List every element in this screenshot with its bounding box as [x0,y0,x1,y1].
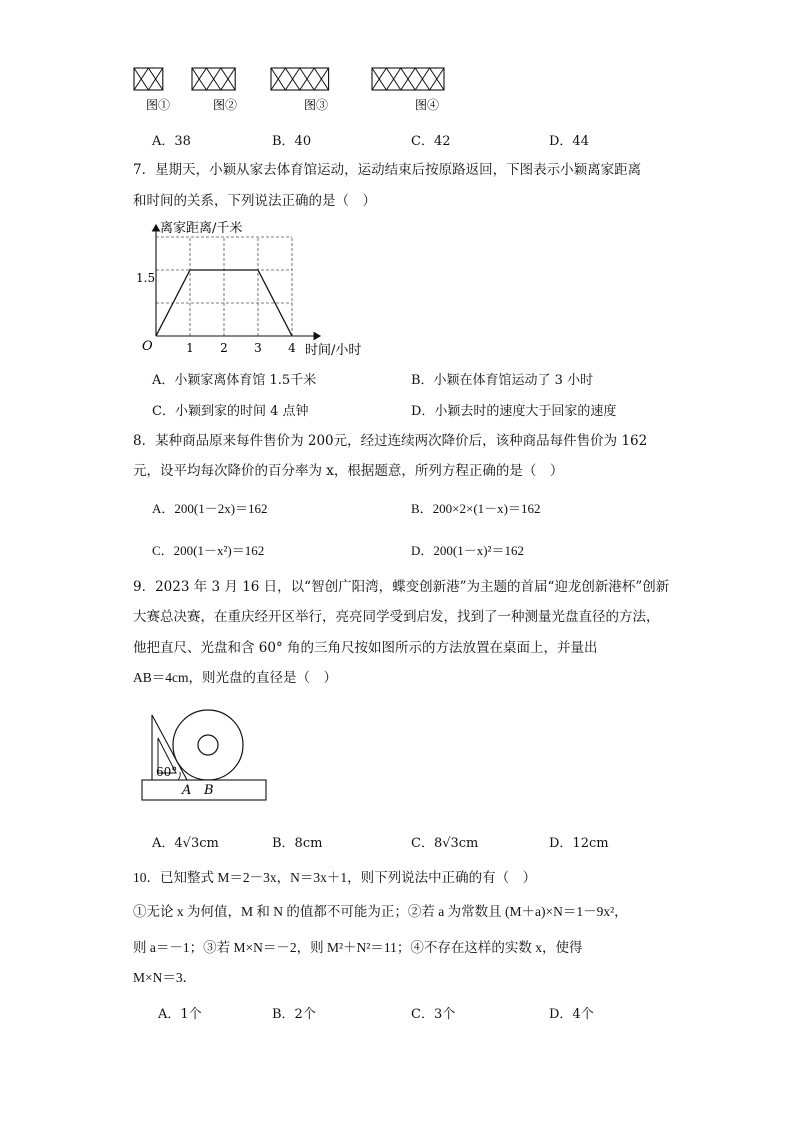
q8-option-a[interactable]: A．200(1－2x)＝162 [152,501,268,516]
q10-option-b[interactable]: B．2个 [272,1007,316,1022]
q9-stem-line2: 大赛总决赛，在重庆经开区举行，亮亮同学受到启发，找到了一种测量光盘直径的方法， [133,609,660,625]
origin-label: O [142,339,153,354]
pattern-label-1: 图① [145,98,171,112]
x-tick-label: 2 [220,341,228,355]
q8-option-b[interactable]: B．200×2×(1－x)＝162 [411,501,541,516]
pattern-label-2: 图② [212,98,238,112]
q8-stem-line1: 8．某种商品原来每件售价为 200元，经过连续两次降价后，该种商品每件售价为 162 [133,433,648,449]
q7-stem-line2: 和时间的关系，下列说法正确的是（ ） [133,193,376,209]
pattern-cell-x [221,68,235,90]
pattern-label-3: 图③ [303,98,329,112]
disc-outer [173,710,243,780]
pattern-cell-x [192,68,206,90]
pattern-cell-x [300,68,314,90]
q8-option-c[interactable]: C．200(1－x²)＝162 [152,543,265,558]
pattern-box-3 [271,68,329,90]
q9-stem-line4: AB＝4cm，则光盘的直径是（ ） [133,670,337,685]
pattern-cell-x [401,68,415,90]
pattern-cell-x [206,68,220,90]
q6-option-d[interactable]: D．44 [549,134,589,149]
q6-option-c[interactable]: C．42 [411,134,451,149]
x-tick-label: 4 [288,341,296,355]
q9-stem-line3: 他把直尺、光盘和含 60° 角的三角尺按如图所示的方法放置在桌面上，并量出 [133,640,598,656]
point-a-label: A [182,783,192,798]
pattern-label-4: 图④ [414,98,440,112]
pattern-box-1 [134,68,163,90]
pattern-cell-x [134,68,148,90]
q10-stem-line2: ①无论 x 为何值，M 和 N 的值都不可能为正；②若 a 为常数且 (M＋a)×N＝1－9x²， [133,904,628,919]
q8-stem-line2: 元，设平均每次降价的百分率为 x，根据题意，所列方程正确的是（ ） [133,463,564,479]
pattern-cell-x [386,68,400,90]
q10-option-c[interactable]: C．3个 [411,1007,456,1022]
distance-time-graph [136,215,380,365]
q6-option-b[interactable]: B．40 [272,134,312,149]
pattern-cell-x [415,68,429,90]
x-axis-label: 时间/小时 [305,343,362,358]
angle-label: 60° [156,765,178,779]
q9-option-d[interactable]: D．12cm [549,836,609,851]
q9-stem-line1: 9．2023 年 3 月 16 日，以“智创广阳湾，蝶变创新港”为主题的首届“迎龙创新港杯”创新 [133,579,670,595]
q8-option-d[interactable]: D．200(1－x)²＝162 [411,543,524,558]
graph-grid [156,237,292,336]
q9-option-c[interactable]: C．8√3cm [411,836,479,851]
q9-option-a[interactable]: A．4√3cm [152,836,219,851]
q7-option-c[interactable]: C．小颖到家的时间 4 点钟 [152,404,309,419]
pattern-cell-x [285,68,299,90]
q7-stem-line1: 7．星期天，小颖从家去体育馆运动，运动结束后按原路返回，下图表示小颖离家距离 [133,162,642,178]
q9-option-b[interactable]: B．8cm [272,836,323,851]
q7-option-a[interactable]: A．小颖家离体育馆 1.5千米 [152,373,317,388]
y-axis-label: 离家距离/千米 [160,221,243,236]
q10-option-a[interactable]: A．1个 [158,1007,202,1022]
pattern-figures [130,66,500,116]
q10-stem-line4: M×N＝3． [133,970,197,985]
y-tick-label: 1.5 [136,271,156,285]
q10-stem-line1: 10．已知整式 M＝2－3x，N＝3x＋1，则下列说法中正确的有（ ） [133,870,537,885]
q7-option-b[interactable]: B．小颖在体育馆运动了 3 小时 [411,373,594,388]
x-tick-label: 3 [254,341,262,355]
x-tick-label: 1 [186,341,194,355]
pattern-cell-x [148,68,162,90]
pattern-cell-x [430,68,444,90]
q6-option-a[interactable]: A．38 [152,134,191,149]
pattern-cell-x [271,68,285,90]
q10-stem-line3: 则 a＝－1；③若 M×N＝－2，则 M²＋N²＝11；④不存在这样的实数 x，使得 [133,940,583,955]
pattern-cell-x [314,68,328,90]
q7-option-d[interactable]: D．小颖去时的速度大于回家的速度 [411,404,617,419]
pattern-cell-x [372,68,386,90]
disc-ruler-figure [140,710,270,805]
q10-option-d[interactable]: D．4个 [549,1007,594,1022]
point-b-label: B [204,783,214,798]
angle-arc [178,772,180,780]
